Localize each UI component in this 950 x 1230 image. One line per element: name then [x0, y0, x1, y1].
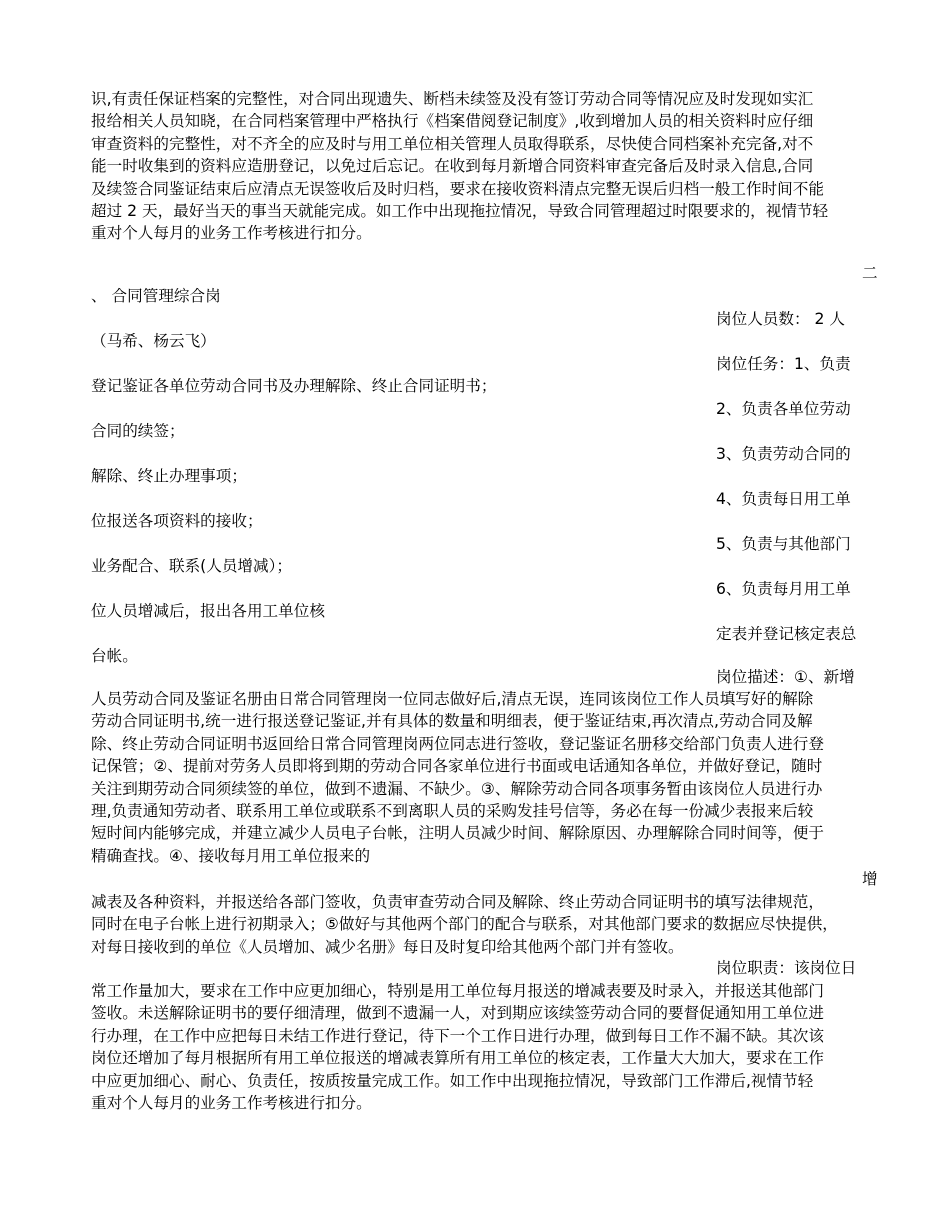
- task-left-3: 解除、终止办理事项；: [91, 467, 247, 485]
- text-line: 理,负责通知劳动者、联系用工单位或联系不到离职人员的采购发挂号信等，务必在每一份减少表报来后较: [91, 801, 814, 820]
- task-right-1: 岗位任务：1、负责: [716, 355, 851, 373]
- duty-label: 岗位职责：该岗位日: [716, 959, 857, 977]
- text-line: 减表及各种资料，并报送给各部门签收，负责审查劳动合同及解除、终止劳动合同证明书的填写法律规范，: [91, 893, 824, 911]
- text-line: 常工作量加大，要求在工作中应更加细心，特别是用工单位每月报送的增减表要及时录入，并报送其他部门: [91, 982, 824, 1000]
- section-title: 、 合同管理综合岗: [91, 287, 221, 305]
- text-line: 记保管；②、提前对劳务人员即将到期的劳动合同各家单位进行书面或电话通知各单位，并做好登记，随时: [91, 757, 823, 776]
- task-left-2: 合同的续签；: [91, 422, 185, 440]
- description-label: 岗位描述：①、新增: [716, 668, 855, 686]
- task-right-4: 4、负责每日用工单: [716, 490, 851, 508]
- staff-count: 岗位人员数： 2 人: [716, 310, 845, 328]
- text-line: 识,有责任保证档案的完整性，对合同出现遗失、断档未续签及没有签订劳动合同等情况应及时发现如实汇: [91, 90, 814, 108]
- paragraph-description: [91, 688, 861, 867]
- task-right-2: 2、负责各单位劳动: [716, 400, 851, 418]
- text-line: 劳动合同证明书,统一进行报送登记鉴证,并有具体的数量和明细表，便于鉴证结束,再次清点,劳动合同及解: [91, 712, 813, 731]
- text-line: 签收。未送解除证明书的要仔细清理，做到不遗漏一人，对到期应该续签劳动合同的要督促通知用工单位进: [91, 1004, 824, 1023]
- text-line: 除、终止劳动合同证明书返回给日常合同管理岗两位同志进行签收，登记鉴证名册移交给部门负责人进行登: [91, 734, 824, 753]
- text-line: 中应更加细心、耐心、负责任，按质按量完成工作。如工作中出现拖拉情况，导致部门工作滞后,视情节轻: [91, 1071, 814, 1090]
- text-line: 及续签合同鉴证结束后应清点无误签收后及时归档，要求在接收资料清点完整无误后归档一般工作时间不能: [91, 179, 824, 198]
- text-line: 对每日接收到的单位《人员增加、减少名册》每日及时复印给其他两个部门并有签收。: [91, 937, 684, 956]
- text-line: 同时在电子台帐上进行初期录入；⑤做好与其他两个部门的配合与联系，对其他部门要求的数据应尽快提供，: [91, 915, 838, 934]
- task-right-6: 6、负责每月用工单: [716, 580, 851, 598]
- section-number: 二: [862, 264, 878, 282]
- text-line: 精确查找。④、接收每月用工单位报来的: [91, 846, 371, 865]
- text-line: 短时间内能够完成，并建立减少人员电子台帐，注明人员减少时间、解除原因、办理解除合同时间等，便于: [91, 824, 824, 843]
- text-line: 人员劳动合同及鉴证名册由日常合同管理岗一位同志做好后,清点无误，连同该岗位工作人员填写好的解除: [91, 690, 814, 708]
- task-right-3: 3、负责劳动合同的: [716, 445, 851, 463]
- text-line: 重对个人每月的业务工作考核进行扣分。: [91, 224, 372, 243]
- paragraph-duties: [91, 980, 861, 1114]
- text-line: 超过 2 天，最好当天的事当天就能完成。如工作中出现拖拉情况，导致合同管理超过时限要求的，视情节轻: [91, 201, 829, 220]
- text-line: 行办理，在工作中应把每日未结工作进行登记，待下一个工作日进行办理，做到每日工作不漏不缺。其次该: [91, 1026, 824, 1045]
- task-left-7: 台帐。: [91, 647, 138, 665]
- task-left-5: 业务配合、联系(人员增减）；: [91, 557, 293, 575]
- continued-char: 增: [862, 870, 878, 888]
- text-line: 岗位还增加了每月根据所有用工单位报送的增减表算所有用工单位的核定表，工作量大大加大，要求在工作: [91, 1049, 824, 1068]
- text-line: 审查资料的完整性，对不齐全的应及时与用工单位相关管理人员取得联系，尽快使合同档案补充完备,对不: [91, 134, 814, 153]
- task-right-7: 定表并登记核定表总: [716, 625, 857, 643]
- task-right-5: 5、负责与其他部门: [716, 535, 851, 553]
- text-line: 关注到期劳动合同须续签的单位，做到不遗漏、不缺少。③、解除劳动合同各项事务暂由该岗位人员进行办: [91, 779, 823, 798]
- text-line: 报给相关人员知晓，在合同档案管理中严格执行《档案借阅登记制度》,收到增加人员的相关资料时应仔细: [91, 112, 814, 131]
- staff-names: （马希、杨云飞）: [91, 332, 216, 350]
- task-left-4: 位报送各项资料的接收；: [91, 512, 263, 530]
- text-line: 能一时收集到的资料应造册登记，以免过后忘记。在收到每月新增合同资料审查完备后及时录入信息,合同: [91, 157, 814, 176]
- paragraph-description-continued: [91, 891, 861, 958]
- task-left-1: 登记鉴证各单位劳动合同书及办理解除、终止合同证明书；: [91, 377, 497, 395]
- text-line: 重对个人每月的业务工作考核进行扣分。: [91, 1093, 372, 1112]
- paragraph-archive-duties: [91, 88, 861, 245]
- task-left-6: 位人员增减后，报出各用工单位核: [91, 602, 325, 620]
